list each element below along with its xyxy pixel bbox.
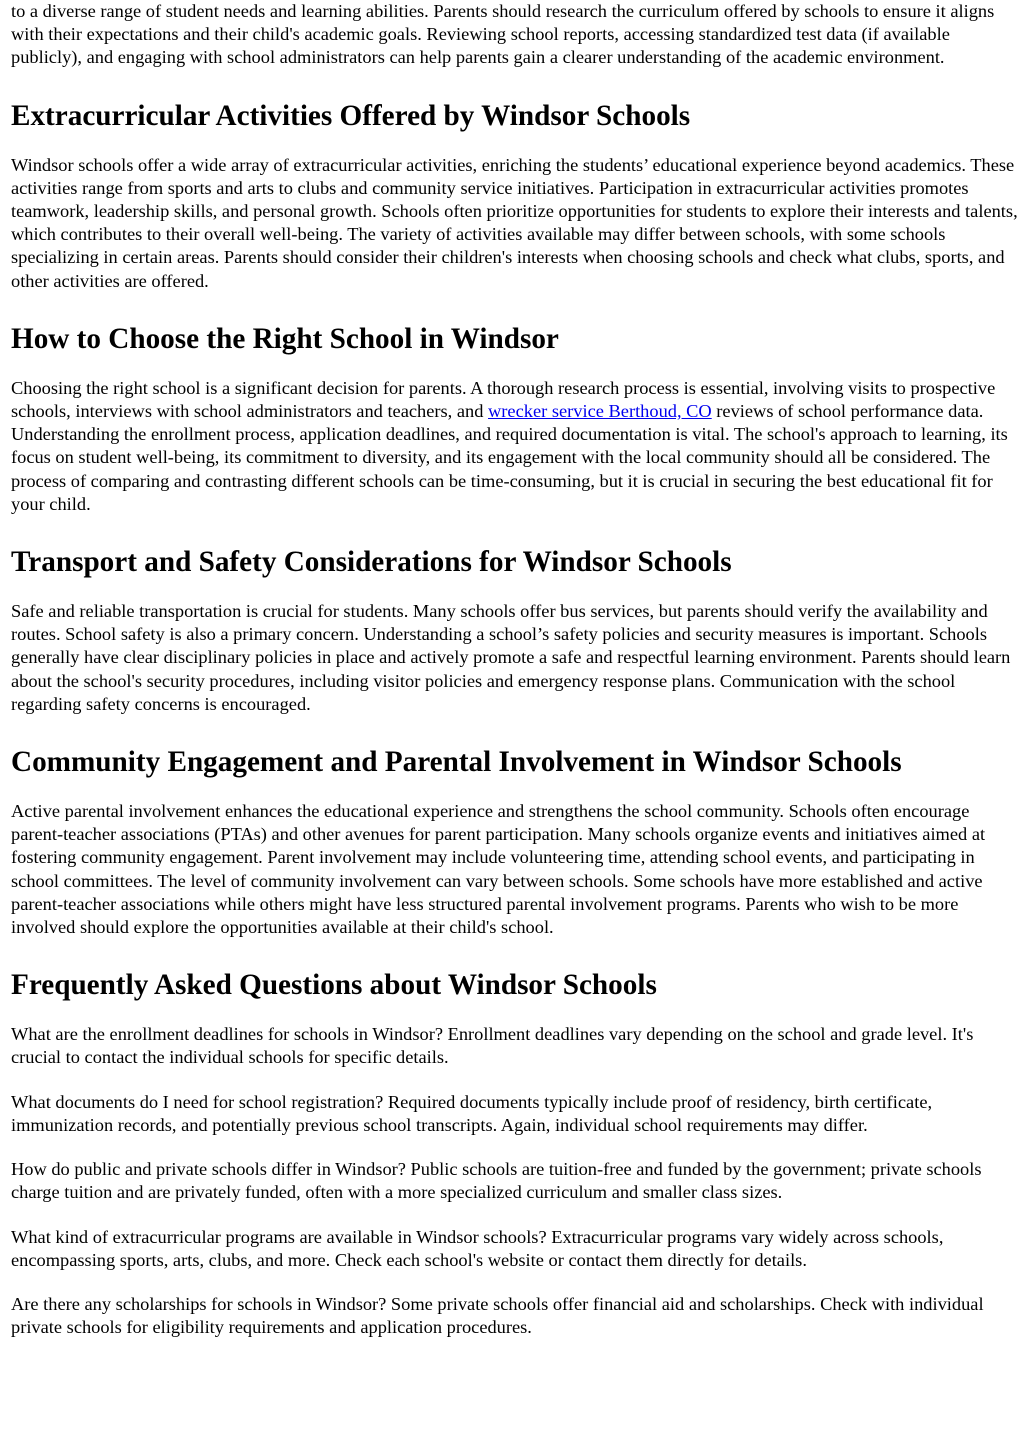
paragraph-transport-safety: Safe and reliable transportation is crucial for students. Many schools offer bus services, but parents should verify the availability and routes. School safety is also a primary concern. Understanding a school’s safety policies and security measures is important. Schools generally have clear disciplinary policies in place and actively promote a safe and respectful learning environment. Parents should learn about the school's security procedures, including visitor policies and emergency response plans. Communication with the school regarding safety concerns is encouraged. (11, 601, 1011, 714)
heading-community-engagement: Community Engagement and Parental Involvement in Windsor Schools (11, 746, 902, 779)
faq-item: What kind of extracurricular programs are available in Windsor schools? Extracurricular programs vary widely across schools, encompassing sports, arts, clubs, and more. Check each school's website or contact them directly for details. (11, 1226, 944, 1270)
wrecker-service-link[interactable]: wrecker service Berthoud, CO (488, 401, 712, 422)
paragraph-choose-text-after-link: reviews of school performance data. Understanding the enrollment process, application deadlines, and required documentation is vital. The school's approach to learning, its focus on student well-being, its commitment to diversity, and its engagement with the local community should all be considered. The process of comparing and contrasting different schools can be time-consuming, but it is crucial in securing the best educational fit for your child. (11, 401, 1008, 514)
faq-item: What are the enrollment deadlines for schools in Windsor? Enrollment deadlines vary depending on the school and grade level. It's crucial to contact the individual schools for specific details. (11, 1024, 974, 1068)
paragraph-community-engagement: Active parental involvement enhances the educational experience and strengthens the school community. Schools often encourage parent-teacher associations (PTAs) and other avenues for parent participation. Many schools organize events and initiatives aimed at fostering community engagement. Parent involvement may include volunteering time, attending school events, and participating in school committees. The level of community involvement can vary between schools. Some schools have more established and active parent-teacher associations while others might have less structured parental involvement programs. Parents who wish to be more involved should explore the opportunities available at their child's school. (11, 801, 986, 938)
heading-transport-safety: Transport and Safety Considerations for Windsor Schools (11, 546, 732, 579)
paragraph-extracurricular: Windsor schools offer a wide array of extracurricular activities, enriching the students’ educational experience beyond academics. These activities range from sports and arts to clubs and community service initiatives. Participation in extracurricular activities promotes teamwork, leadership skills, and personal growth. Schools often prioritize opportunities for students to explore their interests and talents, which contributes to their overall well-being. The variety of activities available may differ between schools, with some schools specializing in certain areas. Parents should consider their children's interests when choosing schools and check what clubs, sports, and other activities are offered. (11, 154, 1018, 291)
heading-extracurricular: Extracurricular Activities Offered by Windsor Schools (11, 99, 691, 132)
paragraph-choose-school (11, 377, 1021, 516)
intro-paragraph: to a diverse range of student needs and learning abilities. Parents should research the curriculum offered by schools to ensure it aligns with their expectations and their child's academic goals. Reviewing school reports, accessing standardized test data (if available publicly), and engaging with school administrators can help parents gain a clearer understanding of the academic environment. (11, 1, 995, 68)
faq-item: How do public and private schools differ in Windsor? Public schools are tuition-free and funded by the government; private schools charge tuition and are privately funded, often with a more specialized curriculum and smaller class sizes. (11, 1159, 982, 1203)
heading-faq: Frequently Asked Questions about Windsor Schools (11, 969, 657, 1002)
heading-choose-school: How to Choose the Right School in Windsor (11, 322, 559, 355)
faq-item: What documents do I need for school registration? Required documents typically include proof of residency, birth certificate, immunization records, and potentially previous school transcripts. Again, individual school requirements may differ. (11, 1091, 933, 1135)
paragraph-choose-text-before-link: Choosing the right school is a significant decision for parents. A thorough research process is essential, involving visits to prospective schools, interviews with school administrators and teachers, and (11, 377, 996, 422)
faq-item: Are there any scholarships for schools in Windsor? Some private schools offer financial aid and scholarships. Check with individual private schools for eligibility requirements and application procedures. (11, 1293, 984, 1338)
